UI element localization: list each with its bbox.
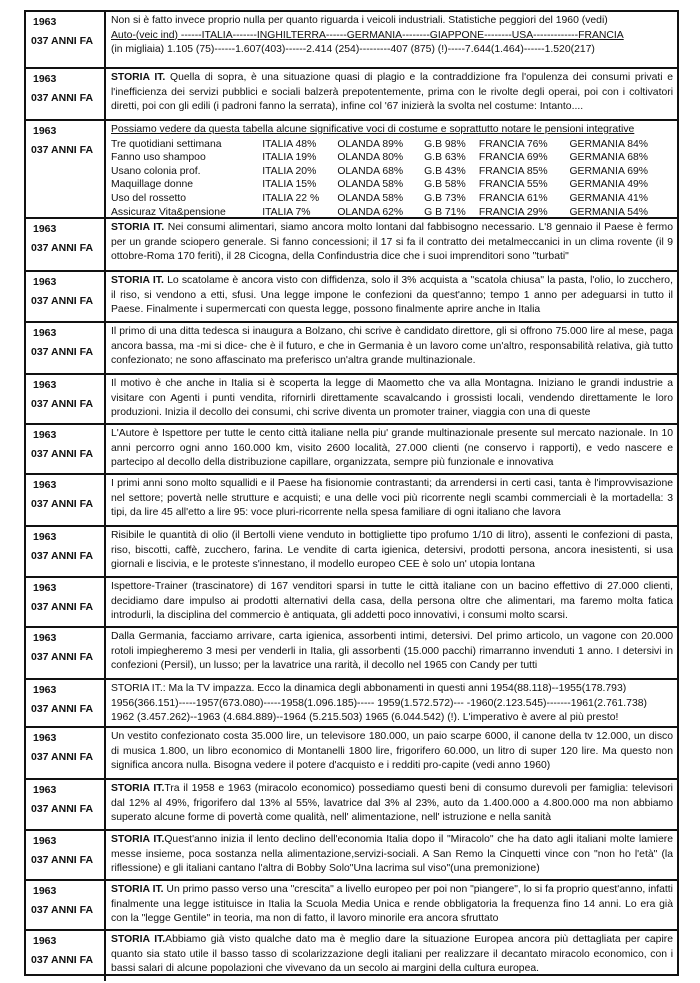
- table-cell: ITALIA 22 %: [262, 192, 320, 204]
- storia-label: STORIA IT.: [111, 934, 166, 945]
- storia-label: STORIA IT.: [111, 884, 164, 895]
- entry-row: [26, 780, 677, 831]
- year-cell: [26, 931, 106, 981]
- table-row: [111, 206, 673, 217]
- entry-text: STORIA IT.Abbiamo già visto qualche dato ma è meglio dare la situazione Europea ancora più dettagliata per capire quanto sia stato utile il basso tasso di scolarizzazione degli italiani per realizzare il decantato miracolo economico, con i bassi salari di alcune popolazioni che vivevano da un secolo ai margini della cultura europea.: [111, 934, 673, 975]
- year-label: 1963: [33, 479, 57, 491]
- year-label: 1963: [33, 684, 57, 696]
- storia-label: STORIA IT.: [111, 72, 166, 83]
- entry-row: [26, 121, 677, 219]
- storia-label: STORIA IT.: [111, 275, 164, 286]
- table-cell: FRANCIA 85%: [478, 165, 548, 177]
- year-cell: [26, 219, 106, 270]
- year-cell: [26, 680, 106, 726]
- entry-row: [26, 831, 677, 881]
- years-ago-label: 037 ANNI FA: [31, 854, 94, 866]
- year-label: 1963: [33, 429, 57, 441]
- year-cell: [26, 121, 106, 217]
- table-cell: FRANCIA 29%: [478, 206, 548, 217]
- table-row: [111, 192, 673, 206]
- entry-text: [106, 680, 677, 726]
- table-cell: OLANDA 68%: [337, 165, 404, 177]
- years-ago-label: 037 ANNI FA: [31, 398, 94, 410]
- year-label: 1963: [33, 582, 57, 594]
- table-cell: FRANCIA 61%: [478, 192, 548, 204]
- entry-line: (in migliaia) 1.105 (75)------1.607(403)------2.414 (254)---------407 (875) (!)-----7.644(1.464)------1.520(217): [111, 44, 595, 56]
- table-cell: G.B 63%: [424, 152, 466, 164]
- table-row: [111, 178, 673, 192]
- year-label: 1963: [33, 732, 57, 744]
- year-label: 1963: [33, 125, 57, 137]
- entry-row: [26, 728, 677, 780]
- entry-text: [106, 121, 677, 217]
- entry-text: STORIA IT.Tra il 1958 e 1963 (miracolo economico) possediamo questi beni di consumo durevoli per famiglia: televisori dal 12% al 49%, frigorifero dal 13% al 55%, lavatrice dal 3% al 23%, auto da 1.400.000 a 4.800.000 ma non abbiamo superato alcune forme di povertà come qualità, nell' alimentazione, nell' istruzione e nella sanità: [111, 783, 673, 824]
- years-ago-label: 037 ANNI FA: [31, 803, 94, 815]
- table-cell: GERMANIA 68%: [569, 152, 648, 164]
- entry-line: Non si è fatto invece proprio nulla per quanto riguarda i veicoli industriali. Statistiche peggiori del 1960 (vedi): [111, 15, 608, 26]
- years-ago-label: 037 ANNI FA: [31, 92, 94, 104]
- year-label: 1963: [33, 223, 57, 235]
- table-cell: Tre quotidiani settimana: [111, 138, 222, 150]
- table-cell: FRANCIA 69%: [478, 152, 548, 164]
- entry-row: [26, 680, 677, 728]
- year-cell: [26, 12, 106, 67]
- entry-row: [26, 219, 677, 272]
- year-label: 1963: [33, 835, 57, 847]
- table-cell: OLANDA 89%: [337, 138, 404, 150]
- year-cell: [26, 425, 106, 473]
- years-ago-label: 037 ANNI FA: [31, 651, 94, 663]
- years-ago-label: 037 ANNI FA: [31, 346, 94, 358]
- years-ago-label: 037 ANNI FA: [31, 904, 94, 916]
- entry-text: STORIA IT. Un primo passo verso una "crescita" a livello europeo per poi non "piangere", lo si fa proprio quest'anno, infatti finalmente una legge istituisce in Italia la Scuola Media Unica e rende obbligatoria la frequenza fino 14 anni. Lo era già con la "legge Gentile" in teoria, ma non di fatto, il lavoro minorile era ancora sfruttato: [111, 884, 673, 925]
- entry-text: [106, 12, 677, 67]
- entry-line: Auto-(veic ind) ------ITALIA-------INGHILTERRA------GERMANIA--------GIAPPONE--------USA-------------FRANCIA: [111, 29, 624, 41]
- entry-text: STORIA IT.Quest'anno inizia il lento declino dell'economia Italia dopo il "Miracolo" che ha dato agli italiani molte lamiere messe insieme, poca sostanza nella alimentazione,servizi-sociali. A San Remo la Cinquetti vince con "non ho l'età" (la riflessione) e gli italiani cantano l'altra di Bobby Solo"Una lacrima sul viso"(una premonizione): [111, 834, 673, 875]
- table-cell: Maquillage donne: [111, 179, 194, 191]
- years-ago-label: 037 ANNI FA: [31, 144, 94, 156]
- year-cell: [26, 527, 106, 576]
- entry-line: STORIA IT.: Ma la TV impazza. Ecco la dinamica degli abbonamenti in questi anni 1954(88.118)--1955(178.793): [111, 683, 627, 694]
- table-cell: OLANDA 58%: [337, 179, 404, 191]
- years-ago-label: 037 ANNI FA: [31, 601, 94, 613]
- entry-row: [26, 881, 677, 931]
- table-cell: GERMANIA 84%: [569, 138, 648, 150]
- entry-row: [26, 931, 677, 981]
- entry-text: Risibile le quantità di olio (il Bertolli viene venduto in bottigliette tipo profumo 1/10 di litro), assenti le confezioni di pasta, riso, biscotti, caffè, zucchero, farina. Le vendite di carta igienica, detersivi, prodotti persona, ancora inesistenti, si usa giornali e liscivia, e le proteste s'innestano, il modello europeo CEE è solo un' utopia lontana: [111, 530, 673, 571]
- table-cell: GERMANIA 54%: [569, 206, 648, 217]
- entry-text: Un vestito confezionato costa 35.000 lire, un televisore 180.000, un paio scarpe 6000, il canone della tv 12.000, un disco di musica 1.800, un libro economico di Montanelli 1800 lire, frigorifero 60.000, un litro di super 120 lire. Ma questo non significa ancora nulla. Bisogna vedere il potere d'acquisto e i redditi pro-capite (vedi anno 1960): [111, 731, 673, 772]
- table-cell: OLANDA 58%: [337, 192, 404, 204]
- year-label: 1963: [33, 276, 57, 288]
- year-label: 1963: [33, 935, 57, 947]
- years-ago-label: 037 ANNI FA: [31, 703, 94, 715]
- year-label: 1963: [33, 784, 57, 796]
- entry-row: [26, 272, 677, 323]
- entry-row: [26, 69, 677, 121]
- entry-text: STORIA IT. Quella di sopra, è una situazione quasi di plagio e la contraddizione fra l'opulenza dei consumi privati e l'inefficienza dei servizi pubblici e sociali balzerà prepotentemente, prima con le rivolte degli operai, poi con i coltivatori diretti, poi con gli edili (i padroni fanno la serrata), infine col '67 inizierà la svolta nel costume: Intanto....: [111, 72, 673, 113]
- table-cell: FRANCIA 76%: [478, 138, 548, 150]
- year-label: 1963: [33, 531, 57, 543]
- years-ago-label: 037 ANNI FA: [31, 448, 94, 460]
- year-cell: [26, 728, 106, 778]
- storia-label: STORIA IT.: [111, 834, 165, 845]
- entry-text: L'Autore è Ispettore per tutte le cento città italiane nella piu' grande multinazionale presente sul mercato nazionale. In 10 anni percorro ogni anno 160.000 km, visito 2600 località, 27.000 clienti (ne conservo i rapporti), e vedo nascere e partecipo al decollo della distribuzione capillare, organizzata, sempre più funzionale e innovativa: [111, 428, 673, 469]
- table-cell: ITALIA 15%: [262, 179, 317, 191]
- table-cell: G.B 73%: [424, 192, 466, 204]
- entry-text: Il motivo è che anche in Italia si è scoperta la legge di Maometto che va alla Montagna. Iniziano le grandi industrie a visitare con Agenti i punti vendita, rifornirli direttamente scavalcando i grossisti locali, vendendo direttamente le loro produzioni. Inizia il decollo dei consumi, chi scrive diventa un promoter trainer, viaggia con una di queste: [111, 378, 673, 419]
- table-cell: OLANDA 62%: [337, 206, 404, 217]
- chronology-sheet: [24, 10, 679, 976]
- entry-row: [26, 475, 677, 527]
- table-cell: Fanno uso shampoo: [111, 152, 206, 164]
- year-cell: [26, 475, 106, 525]
- table-cell: FRANCIA 55%: [478, 179, 548, 191]
- table-cell: Usano colonia prof.: [111, 165, 201, 177]
- table-cell: ITALIA 7%: [262, 206, 311, 217]
- entry-text: STORIA IT. Lo scatolame è ancora visto con diffidenza, solo il 3% acquista a "scatola chiusa" la pasta, l'olio, lo zucchero, il riso, si vendono a etti, sfusi. Una legge impone le confezioni da quest'anno; tempo 1 anno per adeguarsi in tutto il Paese. Finalmente i supermercati con questa legge, possono finalmente aprire anche in Italia: [111, 275, 673, 316]
- table-cell: ITALIA 48%: [262, 138, 317, 150]
- storia-label: STORIA IT.: [111, 222, 165, 233]
- table-row: [111, 151, 673, 165]
- entry-line: 1962 (3.457.262)--1963 (4.684.889)--1964 (5.215.503) 1965 (6.044.542) (!). L'imperativo è avere al più presto!: [111, 712, 619, 724]
- years-ago-label: 037 ANNI FA: [31, 954, 94, 966]
- year-label: 1963: [33, 632, 57, 644]
- year-cell: [26, 69, 106, 119]
- entry-line: 1956(366.151)-----1957(673.080)-----1958(1.096.185)----- 1959(1.572.572)--- -1960(2.123.545)-------1961(2.761.738): [111, 697, 647, 709]
- table-cell: GERMANIA 69%: [569, 165, 648, 177]
- table-row: [111, 138, 673, 152]
- entry-row: [26, 578, 677, 628]
- table-cell: Assicuraz Vita&pensione: [111, 206, 226, 217]
- year-cell: [26, 831, 106, 879]
- table-cell: ITALIA 20%: [262, 165, 317, 177]
- entry-text: Dalla Germania, facciamo arrivare, carta igienica, assorbenti intimi, detersivi. Del primo articolo, un vagone con 20.000 rotoli impiegheremo 3 mesi per venderli in Italia, gli assorbenti (15.000 pacchi) rimarranno invenduti 1 anno. I detersivi in confezioni (Persil), un lusso; per la lavatrice una rarità, il decollo nel 1965 con Candy per tutti: [111, 631, 673, 672]
- year-label: 1963: [33, 327, 57, 339]
- year-cell: [26, 628, 106, 678]
- year-label: 1963: [33, 885, 57, 897]
- table-cell: G.B 43%: [424, 165, 466, 177]
- table-cell: ITALIA 19%: [262, 152, 317, 164]
- years-ago-label: 037 ANNI FA: [31, 295, 94, 307]
- years-ago-label: 037 ANNI FA: [31, 242, 94, 254]
- entry-text: Ispettore-Trainer (trascinatore) di 167 venditori sparsi in tutte le città italiane con un bacino effettivo di 27.000 clienti, decidiamo dare impulso ai prodotti alternativi della casa, della persona oltre che alimentari, ma faremo molta fatica introdurli, la disciplina del commercio è antiquata, gli addetti poco innovativi, i consumi molto scarsi.: [111, 581, 673, 622]
- year-cell: [26, 272, 106, 321]
- year-cell: [26, 323, 106, 373]
- entry-row: [26, 425, 677, 475]
- entry-row: [26, 527, 677, 578]
- storia-label: STORIA IT.: [111, 783, 165, 794]
- entry-text: STORIA IT. Nei consumi alimentari, siamo ancora molto lontani dal fabbisogno necessario. L'8 gennaio il Paese è fermo per un grande sciopero generale. Si fanno concessioni; il 17 si fa il contratto dei metalmeccanici in un clima rovente (il 9 ottobre-Roma 170 feriti), il 28 Cicogna, della Confindustria dice che i suoi imprenditori sono "turbati": [111, 222, 673, 263]
- year-cell: [26, 881, 106, 929]
- costume-table: [111, 138, 673, 217]
- entry-row: [26, 375, 677, 425]
- year-cell: [26, 578, 106, 626]
- year-cell: [26, 375, 106, 423]
- table-heading: Possiamo vedere da questa tabella alcune significative voci di costume e soprattutto notare le pensioni integrative: [111, 124, 635, 135]
- year-cell: [26, 780, 106, 829]
- entry-text: Il primo di una ditta tedesca si inaugura a Bolzano, chi scrive è candidato direttore, gli si offrono 75.000 lire al mese, paga ancora bassa, ma -mi si dice- che è il futuro, e che in Germania è un lavoro come un'altro, responsabilità relativa, già tutto confezionato; ne sono affascinato ma preferisco un'altra grande multinazionale.: [111, 326, 673, 367]
- entry-row: [26, 12, 677, 69]
- year-label: 1963: [33, 73, 57, 85]
- years-ago-label: 037 ANNI FA: [31, 550, 94, 562]
- entry-row: [26, 323, 677, 375]
- table-cell: OLANDA 80%: [337, 152, 404, 164]
- year-label: 1963: [33, 16, 57, 28]
- table-cell: G.B 98%: [424, 138, 466, 150]
- entry-row: [26, 628, 677, 680]
- table-cell: G B 71%: [424, 206, 466, 217]
- table-row: [111, 165, 673, 179]
- years-ago-label: 037 ANNI FA: [31, 498, 94, 510]
- table-cell: Uso del rossetto: [111, 192, 187, 204]
- table-cell: G.B 58%: [424, 179, 466, 191]
- table-cell: GERMANIA 49%: [569, 179, 648, 191]
- year-label: 1963: [33, 379, 57, 391]
- years-ago-label: 037 ANNI FA: [31, 35, 94, 47]
- table-cell: GERMANIA 41%: [569, 192, 648, 204]
- entry-text: I primi anni sono molto squallidi e il Paese ha fisionomie contrastanti; da arrendersi in certi casi, tanta è l'improvvisazione nel settore; povertà nelle strutture e acquisti; e una delle voci più ricorrente negli scambi commerciali è la mortadella: 3 tipi, da lire 45 all'etto a lire 95: voce pluri-ricorrente nella spesa familiare di ogni italiano che lavora: [111, 478, 673, 519]
- years-ago-label: 037 ANNI FA: [31, 751, 94, 763]
